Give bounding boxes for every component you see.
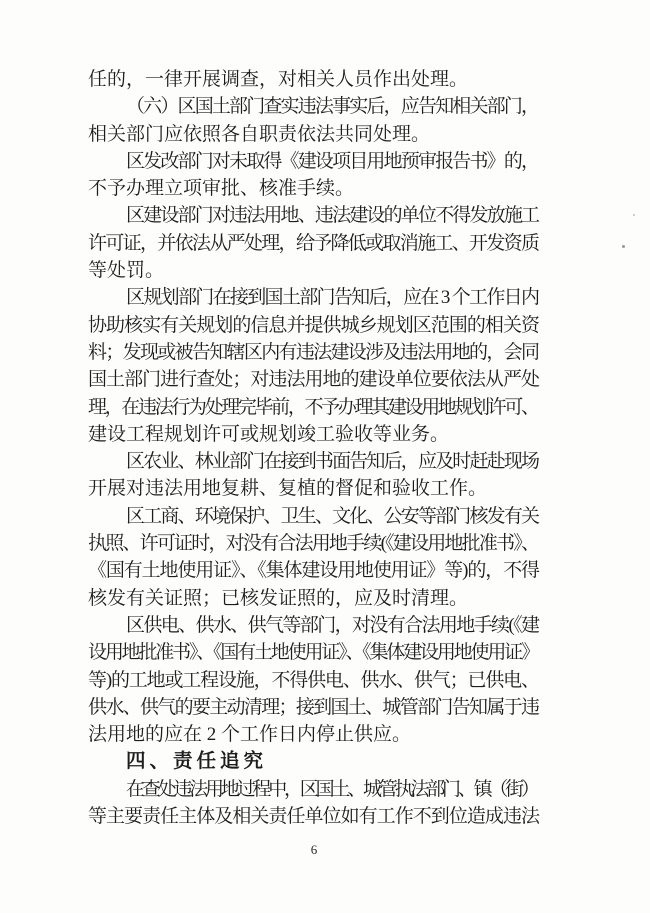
text-line-content: 等处罚。 <box>88 260 165 282</box>
text-line <box>88 230 540 257</box>
text-line-content: 区建设部门对违法用地、违法建设的单位不得发放施工 <box>126 205 539 227</box>
text-line <box>88 121 540 148</box>
text-line-content: 等)的工地或工程设施，不得供电、供水、供气；已供电、 <box>88 669 539 691</box>
text-line <box>88 394 540 421</box>
text-line-content: 不予办理立项审批、核准手续。 <box>88 178 355 200</box>
text-line-content: 相关部门应依照各自职责依法共同处理。 <box>88 123 431 145</box>
text-line <box>88 284 540 311</box>
text-line-content: 执照、许可证时，对没有合法用地手续(《建设用地批准书》、 <box>88 533 539 555</box>
text-line-content: 许可证，并依法从严处理，给予降低或取消施工、开发资质 <box>88 232 539 254</box>
text-line <box>88 312 540 339</box>
text-line-content: 理，在违法行为处理完毕前，不予办理其建设用地规划许可、 <box>88 396 538 418</box>
section-heading <box>88 748 540 775</box>
text-line <box>88 421 540 448</box>
text-line <box>88 93 540 120</box>
page-number: 6 <box>310 842 318 857</box>
text-line <box>88 557 540 584</box>
text-line <box>88 694 540 721</box>
text-line-content: 在查处违法用地过程中，区国土、城管执法部门、镇（街） <box>126 778 537 800</box>
scan-speck <box>633 214 635 216</box>
text-line <box>88 366 540 393</box>
text-line-content: 区供电、供水、供气等部门，对没有合法用地手续(《建 <box>126 614 539 636</box>
text-line <box>88 612 540 639</box>
text-line-content: 四、责任追究 <box>126 750 268 773</box>
text-line-content: 供水、供气的要主动清理；接到国土、城管部门告知属于违 <box>88 696 539 718</box>
text-line-content: 《国有土地使用证》、《集体建设用地使用证》等)的，不得 <box>88 560 539 582</box>
text-line <box>88 667 540 694</box>
text-line-content: 开展对违法用地复耕、复植的督促和验收工作。 <box>88 478 488 500</box>
text-line-content: 区工商、环境保护、卫生、文化、公安等部门核发有关 <box>126 505 539 527</box>
text-line-content: 协助核实有关规划的信息并提供城乡规划区范围的相关资 <box>88 314 540 336</box>
text-line <box>88 776 540 803</box>
text-line-content: 建设工程规划许可或规划竣工验收等业务。 <box>88 423 450 445</box>
text-line <box>88 202 540 229</box>
text-line-content: 料；发现或被告知辖区内有违法建设涉及违法用地的，会同 <box>88 341 539 363</box>
text-line <box>88 175 540 202</box>
text-line-content: 任的，一律开展调查，对相关人员作出处理。 <box>88 69 469 90</box>
text-line-content: 核发有关证照；已核发证照的，应及时清理。 <box>88 587 469 609</box>
scan-speck <box>622 245 625 248</box>
text-line <box>88 503 540 530</box>
text-line <box>88 585 540 612</box>
text-line-content: 设用地批准书》、《国有土地使用证》、《集体建设用地使用证》 <box>88 642 538 664</box>
text-line <box>88 475 540 502</box>
text-line <box>88 66 540 93</box>
text-line <box>88 339 540 366</box>
text-line-content: 区发改部门对未取得《建设项目用地预审报告书》的， <box>126 150 539 172</box>
text-line <box>88 257 540 284</box>
text-line-content: 国土部门进行查处；对违法用地的建设单位要依法从严处 <box>88 369 540 391</box>
text-line-content: 法用地的应在 2 个工作日内停止供应。 <box>88 724 412 746</box>
text-line-content: 等主要责任主体及相关责任单位如有工作不到位造成违法 <box>88 806 540 828</box>
document-text-block <box>88 66 540 830</box>
page-footer <box>88 842 540 858</box>
text-line <box>88 448 540 475</box>
text-line <box>88 721 540 748</box>
text-line-content: 区规划部门在接到国土部门告知后，应在 3 个工作日内 <box>126 287 539 309</box>
text-line <box>88 639 540 666</box>
text-line <box>88 530 540 557</box>
text-line-content: 区农业、林业部门在接到书面告知后，应及时赶赴现场 <box>126 451 539 473</box>
text-line <box>88 803 540 830</box>
text-line-content: （六）区国土部门查实违法事实后，应告知相关部门， <box>126 96 539 118</box>
text-line <box>88 148 540 175</box>
